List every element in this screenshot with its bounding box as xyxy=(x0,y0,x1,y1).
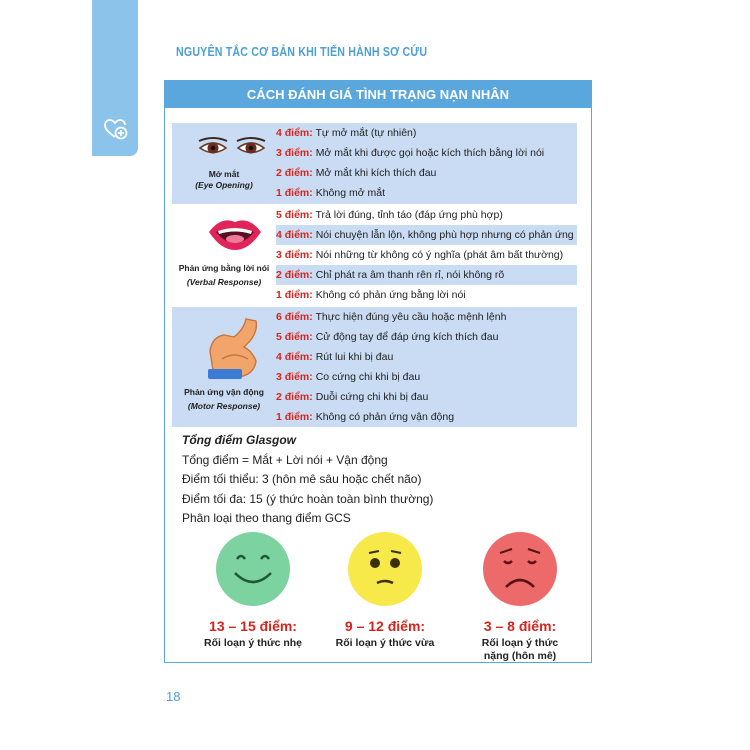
panel-title: CÁCH ĐÁNH GIÁ TÌNH TRẠNG NẠN NHÂN xyxy=(165,81,591,108)
score-points: 2 điểm: xyxy=(276,391,313,403)
score-desc: Co cứng chi khi bị đau xyxy=(315,371,421,383)
score-desc: Không mở mắt xyxy=(315,187,386,199)
level-mild xyxy=(183,531,323,650)
eye-label-vi: Mở mắt xyxy=(208,169,240,179)
score-points: 1 điểm: xyxy=(276,187,313,199)
glasgow-formula: Tổng điểm = Mắt + Lời nói + Vận động xyxy=(182,452,388,467)
score-points: 4 điểm: xyxy=(276,351,313,363)
score-row xyxy=(276,387,577,407)
eye-section xyxy=(172,123,577,204)
glasgow-min: Điểm tối thiểu: 3 (hôn mê sâu hoặc chết não) xyxy=(182,472,422,486)
score-points: 1 điểm: xyxy=(276,289,313,301)
score-row xyxy=(276,407,577,427)
motor-label-en: (Motor Response) xyxy=(187,401,261,411)
score-desc: Trả lời đúng, tỉnh táo (đáp ứng phù hợp) xyxy=(315,209,503,221)
glasgow-classify: Phân loại theo thang điểm GCS xyxy=(182,511,351,525)
level-moderate xyxy=(315,531,455,650)
score-points: 3 điểm: xyxy=(276,147,313,159)
glasgow-max: Điểm tối đa: 15 (ý thức hoàn toàn bình thường) xyxy=(182,491,434,506)
score-points: 4 điểm: xyxy=(276,229,313,241)
score-points: 3 điểm: xyxy=(276,371,313,383)
score-desc: Duỗi cứng chi khi bị đau xyxy=(315,391,429,403)
score-points: 5 điểm: xyxy=(276,209,313,221)
score-points: 5 điểm: xyxy=(276,331,313,343)
score-desc: Không có phản ứng vận động xyxy=(315,411,455,423)
verbal-rows xyxy=(276,205,577,305)
verbal-label-en: (Verbal Response) xyxy=(186,277,262,287)
score-points: 2 điểm: xyxy=(276,167,313,179)
eye-label-en: (Eye Opening) xyxy=(195,180,253,190)
score-points: 1 điểm: xyxy=(276,411,313,423)
score-row xyxy=(276,183,577,203)
page-header: NGUYÊN TẮC CƠ BẢN KHI TIẾN HÀNH SƠ CỨU xyxy=(176,44,428,59)
level-category: Rối loạn ý thức nặng (hôn mê) xyxy=(481,637,559,662)
score-row xyxy=(276,163,577,183)
score-desc: Nói những từ không có ý nghĩa (phát âm bất thường) xyxy=(315,249,564,261)
eye-label xyxy=(172,169,276,191)
glasgow-summary xyxy=(182,431,433,529)
score-desc: Mở mắt khi được gọi hoặc kích thích bằng lời nói xyxy=(315,147,545,159)
level-category: Rối loạn ý thức nhẹ xyxy=(203,637,303,649)
score-points: 3 điểm: xyxy=(276,249,313,261)
verbal-label xyxy=(172,263,276,288)
level-range: 3 – 8 điểm: xyxy=(483,618,557,634)
gcs-panel xyxy=(164,80,592,663)
motor-section xyxy=(172,307,577,427)
score-row xyxy=(276,367,577,387)
verbal-label-vi: Phản ứng bằng lời nói xyxy=(178,263,270,273)
sad-face-icon xyxy=(482,531,558,607)
score-row xyxy=(276,123,577,143)
motor-rows xyxy=(276,307,577,427)
worried-face-icon xyxy=(347,531,423,607)
score-row xyxy=(276,205,577,225)
score-row xyxy=(276,285,577,305)
mouth-icon xyxy=(207,212,263,252)
page-number: 18 xyxy=(166,689,181,704)
eye-rows xyxy=(276,123,577,203)
happy-face-icon xyxy=(215,531,291,607)
verbal-section xyxy=(172,205,577,306)
heart-plus-icon xyxy=(104,118,128,140)
score-row xyxy=(276,347,577,367)
score-points: 2 điểm: xyxy=(276,269,313,281)
glasgow-title: Tổng điểm Glasgow xyxy=(182,433,297,447)
score-row xyxy=(276,143,577,163)
side-tab xyxy=(92,0,138,156)
score-row xyxy=(276,265,577,285)
score-row xyxy=(276,307,577,327)
score-desc: Tự mở mắt (tự nhiên) xyxy=(315,127,417,139)
score-desc: Chỉ phát ra âm thanh rên rỉ, nói không rõ xyxy=(315,269,505,281)
eyes-icon xyxy=(197,136,267,160)
score-desc: Rút lui khi bị đau xyxy=(315,351,394,363)
score-desc: Không có phản ứng bằng lời nói xyxy=(315,289,466,301)
score-points: 6 điểm: xyxy=(276,311,313,323)
score-row xyxy=(276,225,577,245)
score-desc: Cử động tay để đáp ứng kích thích đau xyxy=(315,331,499,343)
level-range: 13 – 15 điểm: xyxy=(209,618,297,634)
score-desc: Thực hiện đúng yêu cầu hoặc mệnh lệnh xyxy=(315,311,507,323)
motor-label xyxy=(172,387,276,412)
score-row xyxy=(276,245,577,265)
score-desc: Nói chuyện lẫn lộn, không phù hợp nhưng có phản ứng xyxy=(315,229,574,241)
flexed-arm-icon xyxy=(204,315,262,381)
motor-label-vi: Phản ứng vận động xyxy=(184,387,264,397)
score-points: 4 điểm: xyxy=(276,127,313,139)
level-category: Rối loạn ý thức vừa xyxy=(335,637,435,649)
level-range: 9 – 12 điểm: xyxy=(344,618,426,634)
score-row xyxy=(276,327,577,347)
level-severe xyxy=(450,531,590,663)
score-desc: Mở mắt khi kích thích đau xyxy=(315,167,437,179)
